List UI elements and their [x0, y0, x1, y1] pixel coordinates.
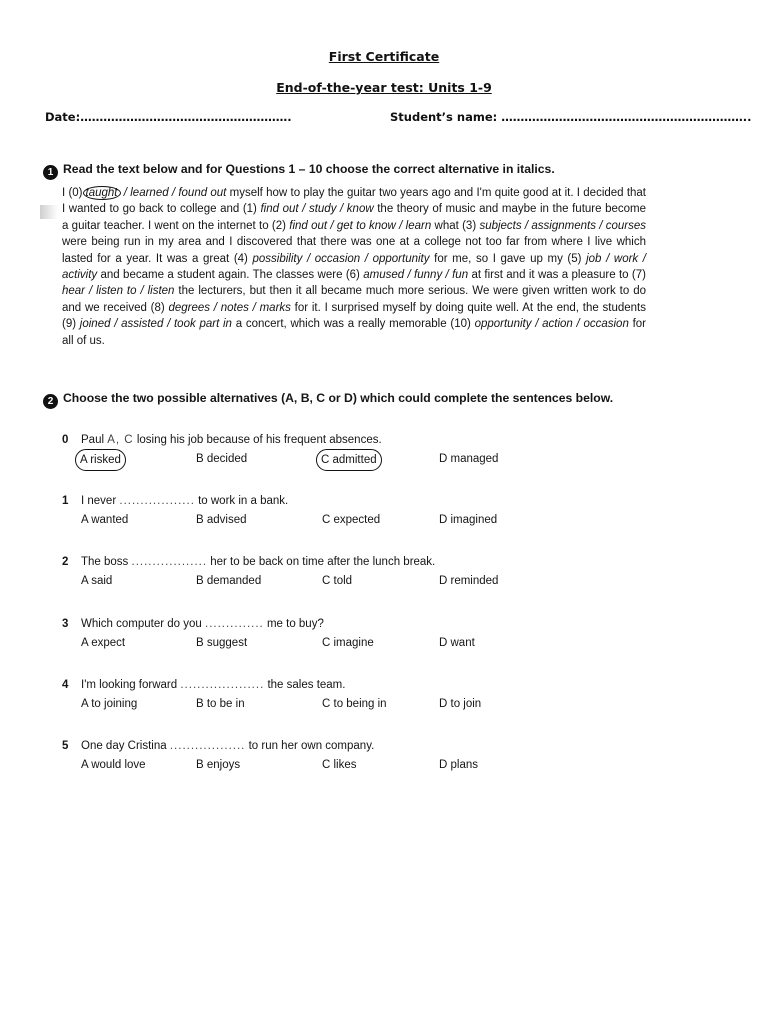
- question-2-item-0: [62, 431, 642, 469]
- option-a-circled: A risked: [75, 449, 126, 471]
- question-2-item-4: [62, 676, 642, 714]
- item-stem-start: The boss: [81, 556, 129, 568]
- option-d: D plans: [439, 759, 478, 771]
- question-2-instruction: [43, 390, 643, 409]
- passage-text: I (0): [62, 187, 83, 199]
- item-stem-end: me to buy?: [266, 618, 324, 630]
- passage-text: a concert, which was a really memorable (10): [231, 318, 475, 331]
- option-b: B demanded: [196, 575, 262, 587]
- passage-options: degrees / notes / marks: [168, 301, 291, 314]
- passage-text: myself how to play the guitar two years ago and I'm quite good at it. I decided that I wanted to go back to college and (1): [62, 187, 647, 216]
- passage-text: for all of us.: [62, 318, 647, 347]
- passage-text: for me, so I gave up my (5): [429, 252, 587, 265]
- passage-options: hear / listen to / listen: [62, 285, 175, 298]
- option-c: C told: [322, 575, 353, 587]
- circled-answer: taught: [83, 186, 121, 200]
- option-c: C imagine: [322, 637, 374, 649]
- item-stem-start: One day Cristina: [81, 740, 167, 752]
- passage-options: subjects / assignments / courses: [479, 219, 647, 232]
- question-2-item-1: [62, 492, 642, 530]
- passage-options: amused / funny / fun: [363, 269, 469, 282]
- item-number: 2: [62, 556, 69, 568]
- item-blank: ..................: [169, 740, 246, 752]
- passage-text: at first and it was a pleasure to (7): [468, 269, 646, 282]
- question-2-item-2: [62, 553, 642, 591]
- item-number: 5: [62, 740, 69, 752]
- item-stem-end: the sales team.: [267, 679, 346, 691]
- question-2-instruction-text: Choose the two possible alternatives (A, B, C or D) which could complete the sentences below.: [63, 391, 614, 405]
- item-stem-end: to work in a bank.: [198, 495, 289, 507]
- option-a: A would love: [81, 759, 146, 771]
- question-number-badge: 2: [43, 394, 58, 409]
- passage-options: opportunity / action / occasion: [474, 318, 629, 331]
- item-stem-start: I never: [81, 495, 117, 507]
- page-subtitle: End-of-the-year test: Units 1-9: [276, 80, 492, 95]
- item-blank: ....................: [180, 679, 265, 691]
- item-blank: A, C: [107, 434, 134, 446]
- option-c: C likes: [322, 759, 357, 771]
- passage-text: and became a student again. The classes were (6): [97, 269, 364, 282]
- student-name-field: Student’s name: ………………………………………………………..: [390, 110, 752, 124]
- option-b: B enjoys: [196, 759, 241, 771]
- item-number: 3: [62, 618, 69, 630]
- passage-options: / learned / found out: [120, 187, 227, 199]
- passage-options: job / work / activity: [62, 252, 646, 282]
- option-d: D want: [439, 637, 475, 649]
- scanned-exercise: [40, 155, 650, 795]
- option-d: D managed: [439, 453, 499, 465]
- passage-text: were being run in my area and I discovered that there was one at a college not too far from where I live which lasted for a year. It was a great (4): [62, 236, 646, 265]
- item-stem-start: I'm looking forward: [81, 679, 178, 691]
- question-1-passage: [62, 185, 646, 349]
- page-title: First Certificate: [328, 49, 440, 64]
- passage-text: what (3): [431, 219, 480, 232]
- item-number: 0: [62, 434, 69, 446]
- option-d: D to join: [439, 698, 482, 710]
- passage-options: joined / assisted / took part in: [79, 318, 232, 331]
- passage-options: find out / get to know / learn: [289, 219, 432, 232]
- item-stem-end: her to be back on time after the lunch break.: [210, 556, 436, 568]
- option-c: C to being in: [322, 698, 387, 710]
- option-b: B advised: [196, 514, 247, 526]
- passage-options: possibility / occasion / opportunity: [252, 252, 430, 265]
- item-stem-end: losing his job because of his frequent absences.: [136, 434, 382, 446]
- item-number: 1: [62, 495, 69, 507]
- option-a: A to joining: [81, 698, 138, 710]
- option-c-circled: C admitted: [316, 449, 382, 471]
- option-d: D reminded: [439, 575, 499, 587]
- option-a: A expect: [81, 637, 126, 649]
- option-c: C expected: [322, 514, 381, 526]
- item-blank: ..................: [131, 556, 208, 568]
- item-blank: ..............: [205, 618, 264, 630]
- item-stem-start: Paul: [81, 434, 105, 446]
- option-a: A wanted: [81, 514, 129, 526]
- scan-smudge: [40, 205, 58, 219]
- item-number: 4: [62, 679, 69, 691]
- option-b: B decided: [196, 453, 248, 465]
- item-stem-start: Which computer do you: [81, 618, 202, 630]
- question-2-item-5: [62, 737, 642, 775]
- question-2-item-3: [62, 615, 642, 653]
- item-stem-end: to run her own company.: [248, 740, 375, 752]
- passage-text: for it. I surprised myself by doing quite well. At the end, the students (9): [62, 301, 646, 331]
- passage-text: the lecturers, but then it all became much more serious. We were given written work to do and we received (8): [62, 285, 647, 314]
- question-number-badge: 1: [43, 165, 58, 180]
- option-a: A said: [81, 575, 113, 587]
- date-field: Date:……………………………………………….: [45, 110, 292, 124]
- option-d: D imagined: [439, 514, 498, 526]
- passage-text: the theory of music and maybe in the future become a guitar teacher. I went on the internet to (2): [62, 203, 647, 232]
- option-b: B to be in: [196, 698, 245, 710]
- item-blank: ..................: [119, 495, 195, 507]
- passage-options: find out / study / know: [260, 203, 374, 216]
- option-b: B suggest: [196, 637, 248, 649]
- question-1-instruction: [43, 161, 643, 180]
- question-1-instruction-text: Read the text below and for Questions 1 – 10 choose the correct alternative in italics.: [63, 162, 555, 176]
